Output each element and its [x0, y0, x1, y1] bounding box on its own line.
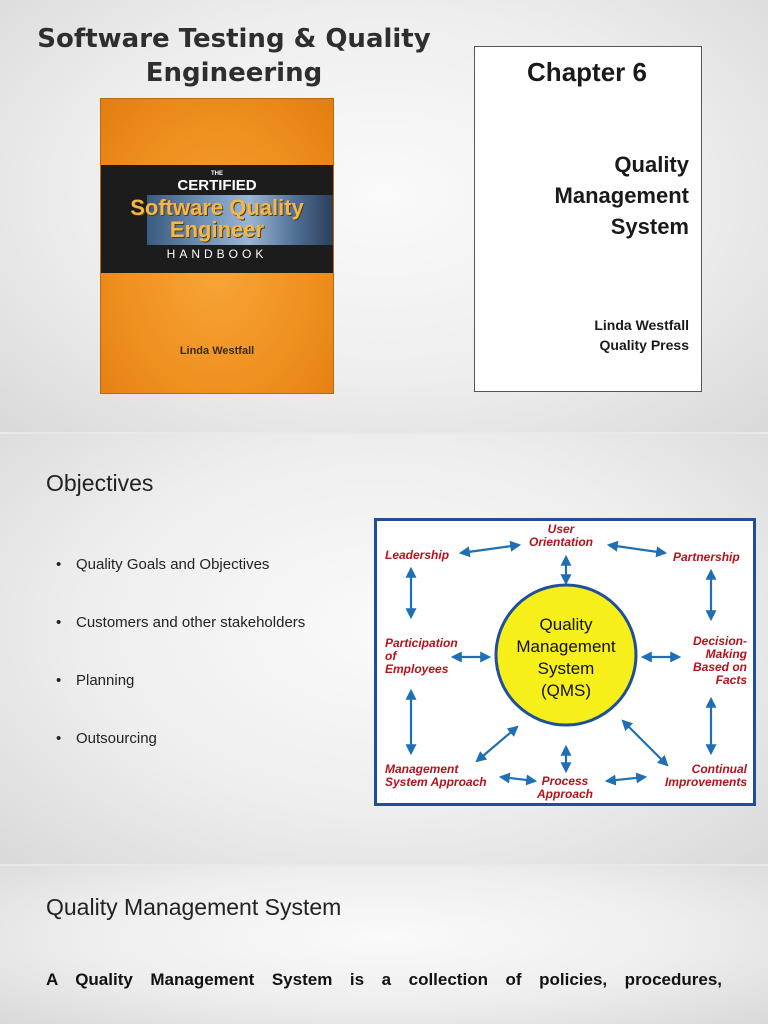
- arrow-management-center: [477, 727, 517, 761]
- arrow-process-continual: [607, 777, 645, 781]
- arrow-management-process: [501, 777, 535, 781]
- slide-title-heading: Software Testing & Quality Engineering: [37, 24, 431, 88]
- qms-center-label: Quality Management System (QMS): [516, 615, 616, 700]
- list-item: • Outsourcing: [56, 730, 305, 788]
- arrow-center-continual: [623, 721, 667, 765]
- qms-title: Quality Management System: [46, 894, 342, 920]
- qms-body: A Quality Management System is a collection of policies, procedures,: [46, 970, 722, 989]
- node-continual: Continual Improvements: [664, 762, 747, 789]
- node-participation: Participation of Employees: [385, 636, 458, 676]
- slide-objectives: [0, 434, 768, 864]
- book-cover: [100, 98, 334, 394]
- node-management-system: Management System Approach: [385, 762, 487, 789]
- slide-title: [0, 0, 768, 432]
- arrow-leadership-user: [461, 545, 519, 553]
- list-item: • Planning: [56, 672, 305, 730]
- chapter-box: [474, 46, 702, 392]
- objectives-list: [56, 556, 305, 788]
- node-process-approach: Process Approach: [537, 774, 594, 801]
- book-title: Software Quality Engineer: [130, 195, 304, 242]
- book-cover-band: [101, 165, 333, 273]
- qms-diagram: [374, 518, 756, 806]
- objectives-title: Objectives: [46, 470, 154, 496]
- chapter-author: Linda Westfall Quality Press: [594, 317, 689, 353]
- node-decision: Decision- Making Based on Facts: [692, 634, 747, 687]
- book-handbook: HANDBOOK: [166, 247, 268, 261]
- arrow-user-partnership: [609, 545, 665, 553]
- node-leadership: Leadership: [385, 548, 450, 562]
- node-partnership: Partnership: [673, 550, 740, 564]
- slide-qms: [0, 866, 768, 1024]
- book-the: THE: [211, 171, 223, 177]
- list-item: • Quality Goals and Objectives: [56, 556, 305, 614]
- chapter-title: Chapter 6: [527, 57, 647, 87]
- chapter-subtitle: Quality Management System: [554, 152, 689, 239]
- book-author: Linda Westfall: [179, 345, 255, 357]
- book-certified: CERTIFIED: [177, 177, 257, 194]
- list-item: • Customers and other stakeholders: [56, 614, 305, 672]
- node-user-orientation: User Orientation: [529, 522, 594, 549]
